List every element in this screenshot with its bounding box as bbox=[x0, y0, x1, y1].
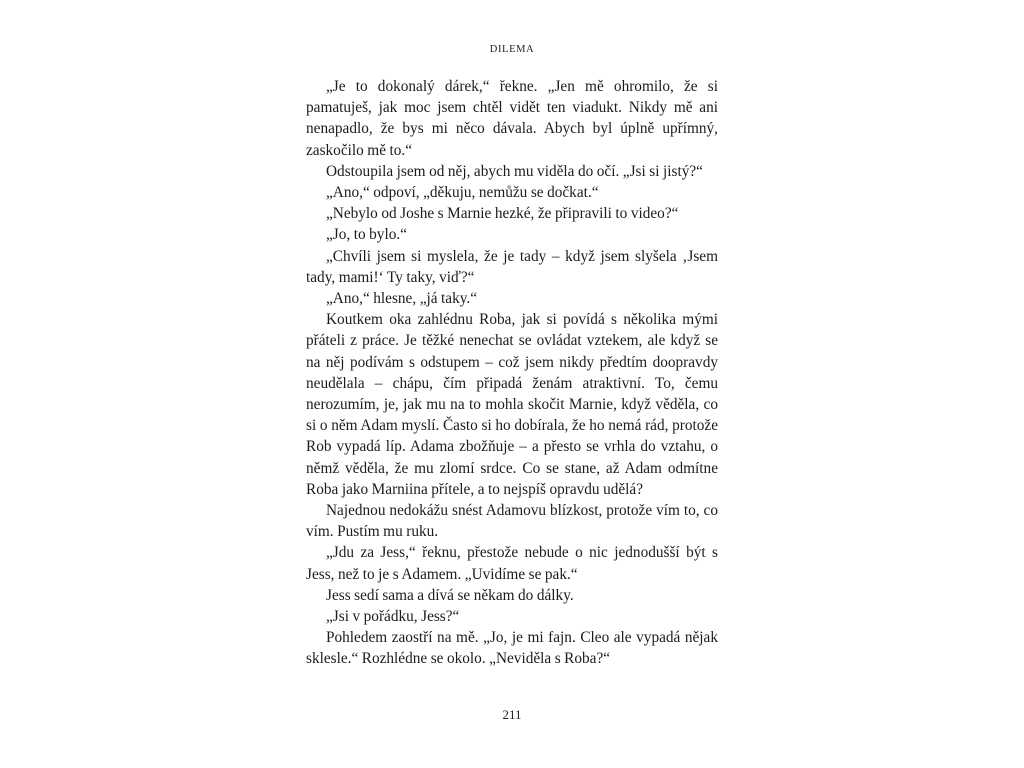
paragraph: „Nebylo od Joshe s Marnie hezké, že připravili to video?“ bbox=[326, 205, 679, 223]
book-page bbox=[306, 0, 718, 768]
paragraph: Najednou nedokážu snést Adamovu blízkost, protože vím to, co vím. Pustím mu ruku. bbox=[306, 502, 718, 541]
paragraph: Koutkem oka zahlédnu Roba, jak si povídá s několika mými přáteli z práce. Je těžké nenechat se ovládat vztekem, ale když se na něj podívám s odstupem – což jsem nikdy předtím doopravdy neudělala – chápu, čím připadá ženám atraktivní. To, čemu nerozumím, je, jak mu na to mohla skočit Marnie, když věděla, co si o něm Adam myslí. Často si ho dobírala, že ho nemá rád, protože Rob vypadá líp. Adama zbožňuje – a přesto se vrhla do vztahu, o němž věděla, že mu zlomí srdce. Co se stane, až Adam odmítne Roba jako Marniina přítele, a to nejspíš opravdu udělá? bbox=[306, 311, 718, 498]
running-head: DILEMA bbox=[489, 44, 535, 55]
paragraph: „Chvíli jsem si myslela, že je tady – když jsem slyšela ‚Jsem tady, mami!‘ Ty taky, viď?“ bbox=[306, 247, 718, 286]
paragraph: Pohledem zaostří na mě. „Jo, je mi fajn. Cleo ale vypadá nějak sklesle.“ Rozhlédne se okolo. „Neviděla s Roba?“ bbox=[306, 629, 718, 668]
paragraph: „Ano,“ odpoví, „děkuju, nemůžu se dočkat.“ bbox=[326, 184, 599, 202]
paragraph: „Jo, to bylo.“ bbox=[326, 226, 407, 244]
body-text bbox=[306, 76, 718, 670]
paragraph: „Je to dokonalý dárek,“ řekne. „Jen mě ohromilo, že si pamatuješ, jak moc jsem chtěl vidět ten viadukt. Nikdy mě ani nenapadlo, že bys mi něco dávala. Abych byl úplně upřímný, zaskočilo mě to.“ bbox=[306, 78, 718, 159]
paragraph: Jess sedí sama a dívá se někam do dálky. bbox=[326, 586, 574, 604]
paragraph: „Jsi v pořádku, Jess?“ bbox=[326, 608, 460, 626]
page-number: 211 bbox=[502, 707, 522, 722]
paragraph: „Ano,“ hlesne, „já taky.“ bbox=[326, 290, 478, 308]
paragraph: Odstoupila jsem od něj, abych mu viděla do očí. „Jsi si jistý?“ bbox=[326, 162, 703, 180]
paragraph: „Jdu za Jess,“ řeknu, přestože nebude o nic jednodušší být s Jess, než to je s Adamem. „Uvidíme se pak.“ bbox=[306, 544, 718, 583]
